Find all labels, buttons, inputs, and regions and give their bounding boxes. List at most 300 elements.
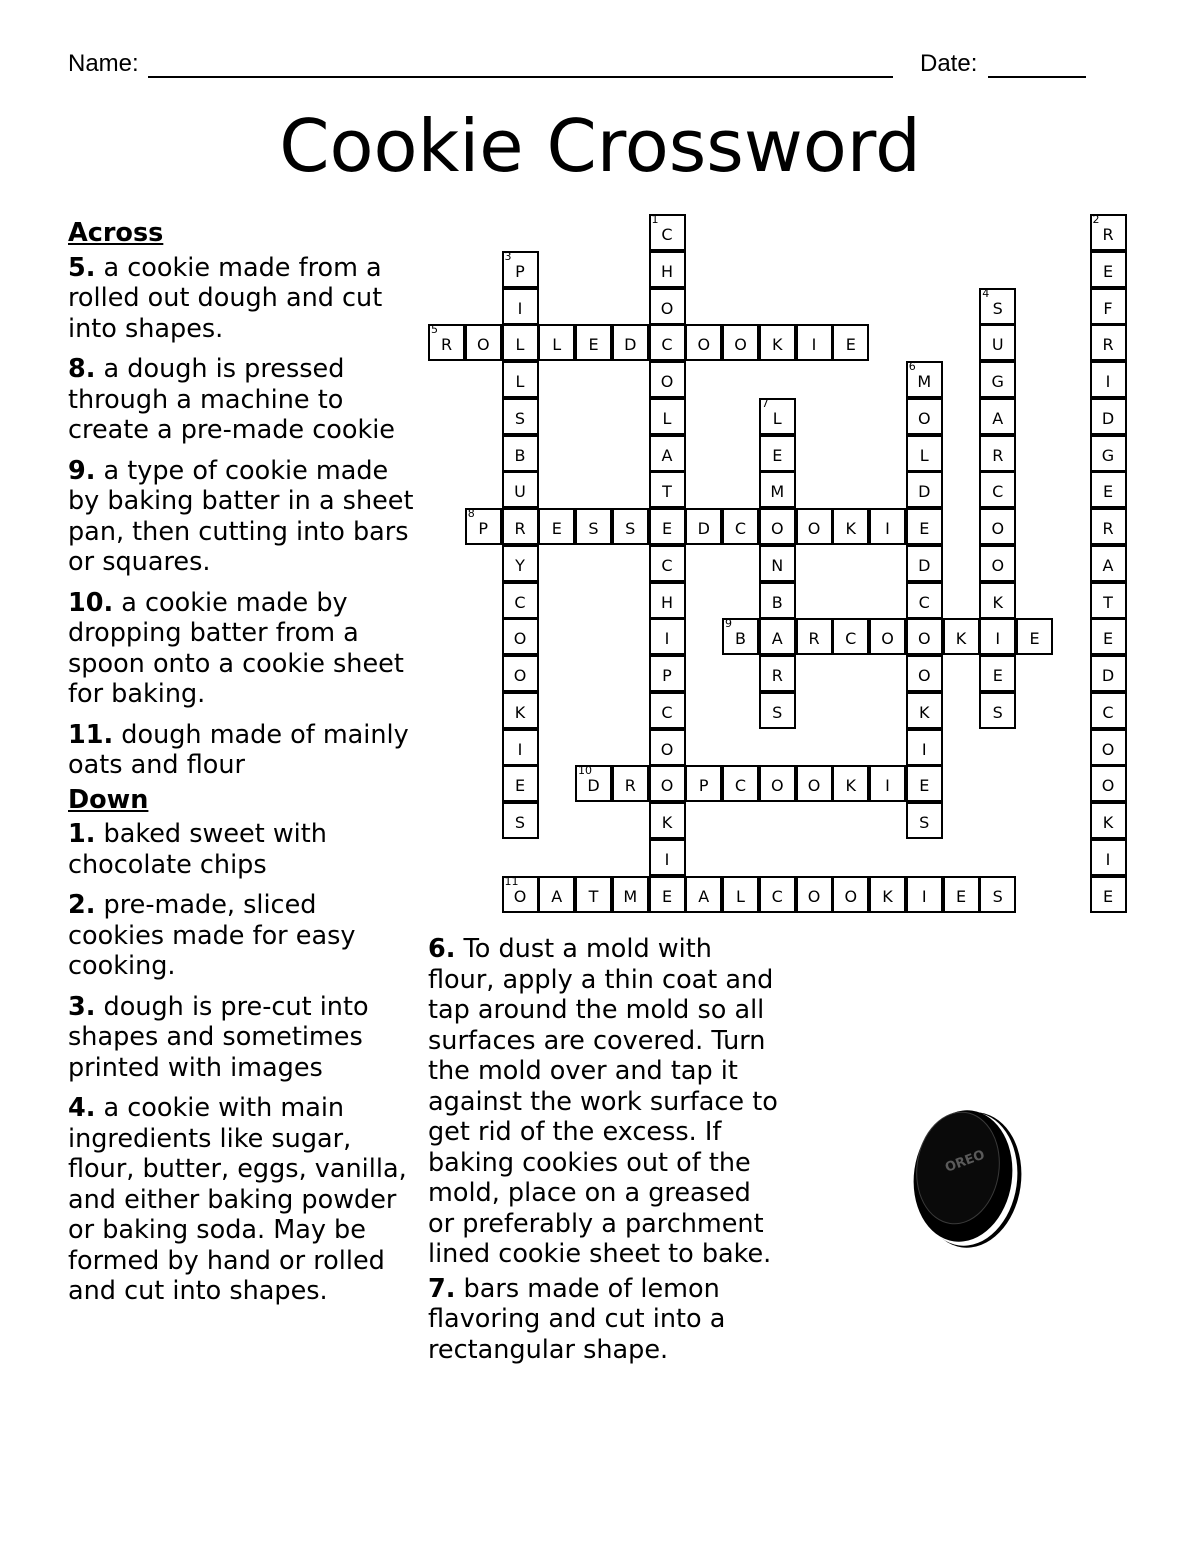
cell-letter: R xyxy=(440,335,453,355)
cell-letter: K xyxy=(661,813,673,832)
grid-cell[interactable] xyxy=(796,765,833,802)
cell-letter: R xyxy=(1102,225,1114,244)
clue-number: 4 xyxy=(982,286,990,300)
sandwich-cookie-icon xyxy=(905,1106,1025,1248)
clue-across-5: 5. a cookie made from a rolled out dough and cut into shapes. xyxy=(68,252,383,344)
grid-cell[interactable] xyxy=(943,876,980,913)
grid-cell[interactable] xyxy=(1090,765,1127,802)
cell-letter: I xyxy=(885,776,890,796)
grid-cell[interactable] xyxy=(759,545,796,582)
cell-letter: B xyxy=(735,629,746,649)
grid-cell[interactable] xyxy=(575,508,612,545)
cell-letter: K xyxy=(992,592,1003,612)
cell-letter: O xyxy=(513,886,527,906)
grid-cell[interactable] xyxy=(906,471,943,508)
cell-letter: A xyxy=(1102,555,1114,575)
grid-cell[interactable] xyxy=(759,435,796,472)
grid-cell[interactable] xyxy=(1090,251,1127,288)
cell-letter: S xyxy=(992,298,1003,318)
grid-cell[interactable] xyxy=(649,582,686,619)
grid-cell[interactable] xyxy=(906,692,943,729)
cell-letter: L xyxy=(515,335,525,355)
grid-cell[interactable] xyxy=(502,471,539,508)
cell-letter: O xyxy=(660,739,674,759)
grid-cell[interactable] xyxy=(1090,508,1127,545)
cell-letter: T xyxy=(1103,592,1113,612)
grid-cell[interactable] xyxy=(759,765,796,802)
cell-letter: A xyxy=(551,886,563,906)
grid-cell[interactable] xyxy=(428,324,465,361)
grid-cell[interactable] xyxy=(538,324,575,361)
cell-letter: S xyxy=(588,519,599,538)
clue-number: 10 xyxy=(578,764,592,778)
cell-letter: E xyxy=(661,519,673,538)
clue-across-11: 11. dough made of mainly oats and flour xyxy=(68,719,409,780)
grid-cell[interactable] xyxy=(979,288,1016,325)
cell-letter: F xyxy=(1103,298,1113,318)
grid-cell[interactable] xyxy=(502,324,539,361)
grid-cell[interactable] xyxy=(649,729,686,766)
grid-cell[interactable] xyxy=(979,324,1016,361)
grid-cell[interactable] xyxy=(538,876,575,913)
grid-cell[interactable] xyxy=(796,508,833,545)
grid-cell[interactable] xyxy=(979,435,1016,472)
cell-letter: R xyxy=(771,666,783,685)
grid-cell[interactable] xyxy=(759,618,796,655)
cell-letter: A xyxy=(992,408,1004,428)
grid-cell[interactable] xyxy=(979,582,1016,619)
grid-cell[interactable] xyxy=(1090,398,1127,435)
cell-letter: E xyxy=(955,886,967,906)
cell-letter: C xyxy=(992,482,1004,502)
cell-letter: S xyxy=(514,813,526,832)
grid-cell[interactable] xyxy=(832,508,869,545)
grid-cell[interactable] xyxy=(502,655,539,692)
clue-number: 3 xyxy=(504,249,512,263)
grid-cell[interactable] xyxy=(759,324,796,361)
grid-cell[interactable] xyxy=(465,324,502,361)
cell-letter: L xyxy=(772,408,782,428)
cell-letter: P xyxy=(515,261,525,281)
cell-letter: D xyxy=(587,776,600,796)
grid-cell[interactable] xyxy=(649,692,686,729)
cell-letter: K xyxy=(514,702,526,722)
cell-letter: O xyxy=(917,408,931,428)
cell-letter: L xyxy=(919,445,929,465)
grid-cell[interactable] xyxy=(502,802,539,839)
cell-letter: K xyxy=(1102,813,1114,832)
cell-letter: O xyxy=(660,776,674,796)
cell-letter: K xyxy=(919,702,930,722)
grid-cell[interactable] xyxy=(759,582,796,619)
cell-letter: I xyxy=(921,886,927,906)
grid-cell[interactable] xyxy=(906,398,943,435)
clue-number: 9 xyxy=(725,617,732,631)
grid-cell[interactable] xyxy=(869,765,906,802)
cell-letter: D xyxy=(918,482,931,502)
cell-letter: E xyxy=(1102,482,1114,502)
grid-cell[interactable] xyxy=(722,324,759,361)
cell-letter: C xyxy=(845,629,857,649)
down-heading: Down xyxy=(68,784,149,815)
grid-cell[interactable] xyxy=(722,876,759,913)
cell-letter: C xyxy=(661,225,673,244)
grid-cell[interactable] xyxy=(1090,361,1127,398)
date-field[interactable] xyxy=(988,76,1086,78)
grid-cell[interactable] xyxy=(538,508,575,545)
grid-cell[interactable] xyxy=(649,765,686,802)
date-label: Date: xyxy=(920,50,978,77)
grid-cell[interactable] xyxy=(649,839,686,876)
cell-letter: H xyxy=(660,592,674,612)
across-heading: Across xyxy=(68,218,164,248)
cell-letter: S xyxy=(919,813,930,832)
grid-cell[interactable] xyxy=(649,288,686,325)
grid-cell[interactable] xyxy=(722,508,759,545)
grid-cell[interactable] xyxy=(943,618,980,655)
cell-letter: O xyxy=(513,629,527,649)
cell-letter: O xyxy=(1101,739,1115,759)
cell-letter: L xyxy=(552,335,562,355)
clue-down-3: 3. dough is pre-cut into shapes and sometimes printed with images xyxy=(68,991,369,1083)
grid-cell[interactable] xyxy=(649,876,686,913)
cell-letter: C xyxy=(734,776,747,796)
grid-cell[interactable] xyxy=(722,618,759,655)
cell-letter: O xyxy=(660,372,674,391)
grid-cell[interactable] xyxy=(869,618,906,655)
cell-letter: L xyxy=(515,372,525,391)
cell-letter: E xyxy=(845,335,856,355)
cell-letter: E xyxy=(992,666,1003,685)
grid-cell[interactable] xyxy=(502,251,539,288)
cell-letter: C xyxy=(661,335,673,355)
cell-letter: O xyxy=(807,776,821,796)
cell-letter: O xyxy=(917,629,931,649)
cell-letter: M xyxy=(917,372,932,391)
clue-number: 6 xyxy=(908,360,916,373)
grid-cell[interactable] xyxy=(1016,618,1053,655)
cell-letter: R xyxy=(514,519,526,538)
cell-letter: S xyxy=(625,519,636,538)
grid-cell[interactable] xyxy=(502,692,539,729)
grid-cell[interactable] xyxy=(906,876,943,913)
grid-cell[interactable] xyxy=(1090,618,1127,655)
grid-cell[interactable] xyxy=(685,765,722,802)
grid-cell[interactable] xyxy=(649,545,686,582)
cell-letter: C xyxy=(514,592,526,612)
grid-cell[interactable] xyxy=(869,508,906,545)
cell-letter: R xyxy=(1102,519,1114,538)
cell-letter: E xyxy=(514,776,526,796)
cell-letter: C xyxy=(771,886,783,906)
cell-letter: K xyxy=(955,629,967,649)
cell-letter: E xyxy=(919,519,930,538)
grid-cell[interactable] xyxy=(796,324,833,361)
grid-cell[interactable] xyxy=(979,361,1016,398)
grid-cell[interactable] xyxy=(906,655,943,692)
clue-down-4: 4. a cookie with main ingredients like sugar, flour, butter, eggs, vanilla, and either baking powder or baking soda. May be formed by hand or rolled and cut into shapes. xyxy=(68,1093,407,1306)
grid-cell[interactable] xyxy=(502,765,539,802)
grid-cell[interactable] xyxy=(502,508,539,545)
grid-cell[interactable] xyxy=(612,765,649,802)
cell-letter: S xyxy=(992,702,1003,722)
cell-letter: D xyxy=(1101,666,1115,685)
clues-mid-column xyxy=(428,934,780,1375)
cell-letter: L xyxy=(736,886,745,906)
cell-letter: D xyxy=(697,519,710,538)
cell-letter: C xyxy=(661,555,673,575)
grid-cell[interactable] xyxy=(759,471,796,508)
grid-cell[interactable] xyxy=(979,692,1016,729)
cell-letter: B xyxy=(771,592,783,612)
grid-cell[interactable] xyxy=(1090,692,1127,729)
cell-letter: T xyxy=(588,886,599,906)
cell-letter: K xyxy=(845,776,856,796)
cell-letter: I xyxy=(517,298,523,318)
cell-letter: A xyxy=(698,886,710,906)
clue-down-6: 6. To dust a mold with flour, apply a thin coat and tap around the mold so all surfaces are covered. Turn the mold over and tap it against the work surface to get rid of the excess. If baking cookies out of the mold, place on a greased or preferably a parchment lined cookie sheet to bake. xyxy=(428,934,778,1269)
cell-letter: H xyxy=(660,261,674,281)
grid-cell[interactable] xyxy=(502,288,539,325)
cell-letter: O xyxy=(917,666,931,685)
grid-cell[interactable] xyxy=(979,618,1016,655)
cell-letter: R xyxy=(808,629,820,649)
cell-letter: D xyxy=(918,555,931,575)
grid-cell[interactable] xyxy=(759,508,796,545)
cell-letter: B xyxy=(514,445,526,465)
grid-cell[interactable] xyxy=(502,876,539,913)
grid-cell[interactable] xyxy=(906,361,943,398)
grid-cell[interactable] xyxy=(612,324,649,361)
cell-letter: O xyxy=(697,335,711,355)
cell-letter: O xyxy=(770,519,784,538)
cell-letter: I xyxy=(1105,849,1111,869)
grid-cell[interactable] xyxy=(649,251,686,288)
cell-letter: I xyxy=(885,519,890,538)
grid-cell[interactable] xyxy=(612,508,649,545)
cell-letter: R xyxy=(1102,335,1114,355)
cell-letter: E xyxy=(1029,629,1040,649)
clue-down-7: 7. bars made of lemon flavoring and cut into a rectangular shape. xyxy=(428,1273,726,1365)
cell-letter: O xyxy=(660,298,674,318)
cell-letter: L xyxy=(662,408,672,428)
cell-letter: U xyxy=(991,335,1004,355)
cell-letter: S xyxy=(772,702,783,722)
grid-cell[interactable] xyxy=(1090,582,1127,619)
cell-letter: C xyxy=(734,519,747,538)
cell-letter: N xyxy=(771,555,784,575)
grid-cell[interactable] xyxy=(979,471,1016,508)
grid-cell[interactable] xyxy=(759,692,796,729)
cell-letter: O xyxy=(1101,776,1115,796)
grid-cell[interactable] xyxy=(502,545,539,582)
cell-letter: C xyxy=(1102,702,1114,722)
cell-letter: K xyxy=(845,519,856,538)
cell-letter: I xyxy=(664,629,670,649)
cell-letter: D xyxy=(1101,408,1115,428)
grid-cell[interactable] xyxy=(1090,288,1127,325)
grid-cell[interactable] xyxy=(906,765,943,802)
grid-cell[interactable] xyxy=(1090,324,1127,361)
cell-letter: O xyxy=(844,886,858,906)
cell-letter: E xyxy=(661,886,673,906)
grid-cell[interactable] xyxy=(906,582,943,619)
grid-cell[interactable] xyxy=(906,802,943,839)
grid-cell[interactable] xyxy=(685,508,722,545)
cell-letter: I xyxy=(811,335,817,355)
grid-cell[interactable] xyxy=(906,435,943,472)
grid-cell[interactable] xyxy=(832,765,869,802)
grid-cell[interactable] xyxy=(832,618,869,655)
grid-cell[interactable] xyxy=(759,398,796,435)
cell-letter: E xyxy=(919,776,930,796)
cell-letter: P xyxy=(478,519,489,538)
grid-cell[interactable] xyxy=(649,324,686,361)
name-label: Name: xyxy=(68,50,139,77)
cell-letter: A xyxy=(661,445,673,465)
grid-cell[interactable] xyxy=(612,876,649,913)
grid-cell[interactable] xyxy=(906,729,943,766)
grid-cell[interactable] xyxy=(649,618,686,655)
grid-cell[interactable] xyxy=(1090,729,1127,766)
cell-letter: P xyxy=(662,666,672,685)
cell-letter: O xyxy=(513,666,527,685)
grid-cell[interactable] xyxy=(722,765,759,802)
cell-letter: O xyxy=(991,555,1005,575)
cell-letter: C xyxy=(918,592,930,612)
grid-cell[interactable] xyxy=(649,508,686,545)
grid-cell[interactable] xyxy=(575,765,612,802)
cell-letter: O xyxy=(734,335,747,355)
grid-cell[interactable] xyxy=(502,582,539,619)
cell-letter: T xyxy=(662,482,672,502)
clue-across-10: 10. a cookie made by dropping batter from a spoon onto a cookie sheet for baking. xyxy=(68,587,404,709)
grid-cell[interactable] xyxy=(649,471,686,508)
grid-cell[interactable] xyxy=(649,655,686,692)
cell-letter: P xyxy=(698,776,709,796)
cell-letter: I xyxy=(995,629,1001,649)
clue-across-9: 9. a type of cookie made by baking batter in a sheet pan, then cutting into bars or squares. xyxy=(68,455,414,577)
grid-cell[interactable] xyxy=(502,618,539,655)
grid-cell[interactable] xyxy=(979,655,1016,692)
cell-letter: R xyxy=(992,445,1004,465)
grid-cell[interactable] xyxy=(649,214,686,251)
grid-cell[interactable] xyxy=(575,324,612,361)
grid-cell[interactable] xyxy=(685,876,722,913)
grid-cell[interactable] xyxy=(575,876,612,913)
grid-cell[interactable] xyxy=(1090,435,1127,472)
grid-cell[interactable] xyxy=(759,655,796,692)
cell-letter: E xyxy=(1102,629,1114,649)
cell-letter: K xyxy=(882,886,893,906)
cell-letter: K xyxy=(772,335,783,355)
grid-cell[interactable] xyxy=(979,508,1016,545)
clue-number: 11 xyxy=(504,874,519,888)
grid-cell[interactable] xyxy=(869,876,906,913)
cell-letter: G xyxy=(1101,445,1115,465)
grid-cell[interactable] xyxy=(1090,655,1127,692)
cell-letter: O xyxy=(770,776,784,796)
cell-letter: E xyxy=(551,519,562,538)
cell-letter: O xyxy=(807,519,821,538)
cell-letter: M xyxy=(623,886,638,906)
cell-letter: O xyxy=(807,886,821,906)
grid-cell[interactable] xyxy=(502,361,539,398)
grid-cell[interactable] xyxy=(796,618,833,655)
clue-down-1: 1. baked sweet with chocolate chips xyxy=(68,819,327,880)
grid-cell[interactable] xyxy=(649,435,686,472)
clues-left-column xyxy=(68,218,420,1317)
cell-letter: Y xyxy=(515,555,525,575)
grid-cell[interactable] xyxy=(979,398,1016,435)
grid-cell[interactable] xyxy=(649,398,686,435)
grid-cell[interactable] xyxy=(502,398,539,435)
cell-letter: A xyxy=(771,629,783,649)
grid-cell[interactable] xyxy=(979,876,1016,913)
clue-across-8: 8. a dough is pressed through a machine to create a pre-made cookie xyxy=(68,354,395,445)
grid-cell[interactable] xyxy=(906,545,943,582)
cell-letter: E xyxy=(588,335,599,355)
grid-cell[interactable] xyxy=(1090,471,1127,508)
grid-cell[interactable] xyxy=(832,876,869,913)
grid-cell[interactable] xyxy=(906,618,943,655)
cookie-stamp: OREO xyxy=(943,1147,987,1176)
grid-cell[interactable] xyxy=(906,508,943,545)
grid-cell[interactable] xyxy=(502,729,539,766)
grid-cell[interactable] xyxy=(1090,802,1127,839)
cell-letter: I xyxy=(921,739,927,759)
grid-cell[interactable] xyxy=(649,802,686,839)
grid-cell[interactable] xyxy=(796,876,833,913)
clue-number: 1 xyxy=(651,213,659,226)
clue-number: 7 xyxy=(761,396,769,410)
grid-cell[interactable] xyxy=(685,324,722,361)
grid-cell[interactable] xyxy=(465,508,502,545)
cell-letter: C xyxy=(661,702,673,722)
cell-letter: I xyxy=(1105,372,1111,391)
cell-letter: S xyxy=(514,408,526,428)
grid-cell[interactable] xyxy=(502,435,539,472)
cell-letter: R xyxy=(624,776,636,796)
clue-number: 8 xyxy=(467,507,475,520)
grid-cell[interactable] xyxy=(1090,545,1127,582)
cell-letter: E xyxy=(1102,261,1114,281)
page-title: Cookie Crossword xyxy=(279,104,921,188)
clue-down-2: 2. pre-made, sliced cookies made for easy cooking. xyxy=(68,890,356,981)
cell-letter: E xyxy=(1102,886,1114,906)
grid-cell[interactable] xyxy=(649,361,686,398)
grid-cell[interactable] xyxy=(759,876,796,913)
grid-cell[interactable] xyxy=(979,545,1016,582)
cell-letter: I xyxy=(517,739,523,759)
grid-cell[interactable] xyxy=(1090,214,1127,251)
cell-letter: D xyxy=(624,335,637,355)
clue-number: 2 xyxy=(1092,213,1100,226)
cell-letter: O xyxy=(476,335,490,355)
cell-letter: E xyxy=(772,445,783,465)
cell-letter: M xyxy=(770,482,785,502)
grid-cell[interactable] xyxy=(1090,876,1127,913)
cell-letter: G xyxy=(991,372,1004,391)
cell-letter: I xyxy=(664,849,670,869)
name-field[interactable] xyxy=(148,76,893,78)
cell-letter: O xyxy=(881,629,894,649)
grid-cell[interactable] xyxy=(832,324,869,361)
cell-letter: U xyxy=(514,482,526,502)
cell-letter: O xyxy=(991,519,1005,538)
cell-letter: S xyxy=(992,886,1003,906)
grid-cell[interactable] xyxy=(1090,839,1127,876)
